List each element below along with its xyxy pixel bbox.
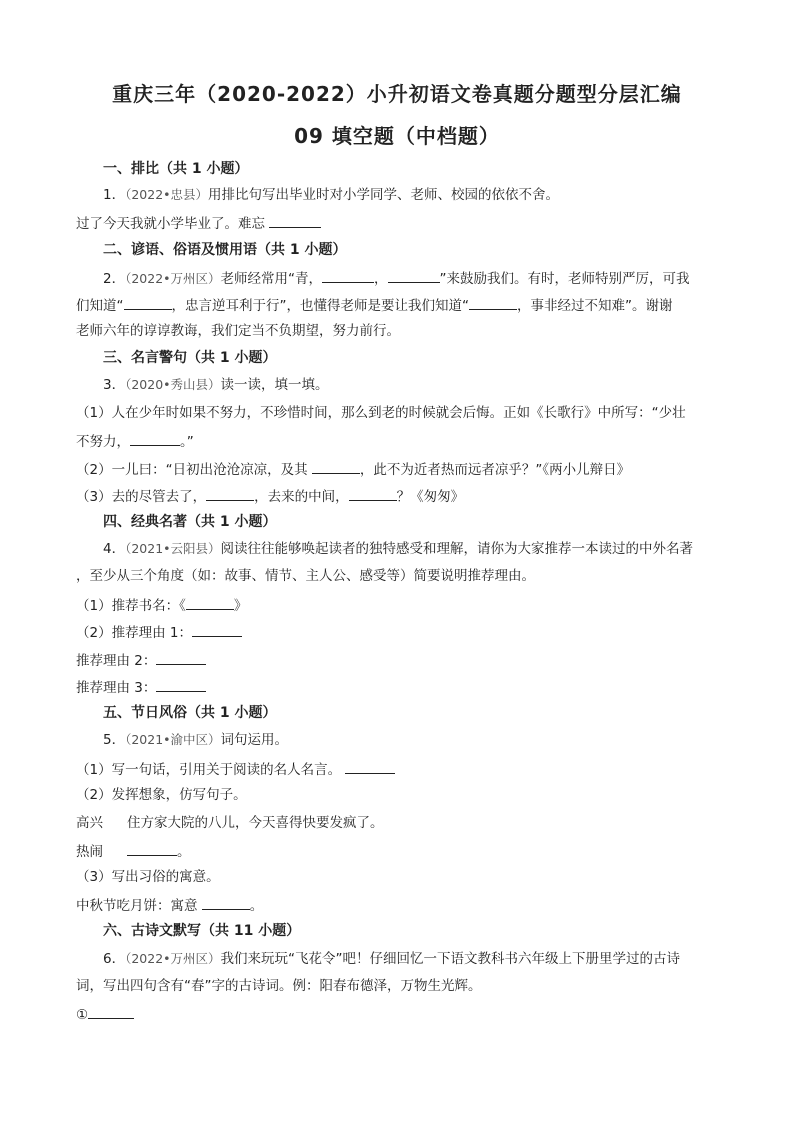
- answer-blank[interactable]: [156, 650, 206, 665]
- question-text: 》: [233, 598, 248, 614]
- question-1-line-2: [76, 213, 321, 233]
- section-heading-2: 二、谚语、俗语及惯用语（共 1 小题）: [103, 242, 347, 258]
- example-sentence: 住方家大院的八儿，今天喜得快要发疯了。: [127, 815, 384, 831]
- question-text: （2）推荐理由 1：: [76, 625, 192, 641]
- question-5: [103, 731, 288, 749]
- question-text: （3）去的尽管去了，: [76, 489, 207, 505]
- question-source: （2021•渝中区）: [125, 732, 221, 747]
- question-number: 6．: [103, 951, 126, 967]
- question-4-line-2: ，至少从三个角度（如：故事、情节、主人公、感受等）简要说明推荐理由。: [76, 568, 535, 584]
- section-heading-4: 四、经典名著（共 1 小题）: [103, 514, 277, 530]
- answer-blank[interactable]: [88, 1004, 134, 1019]
- question-text: 推荐理由 2：: [76, 653, 157, 669]
- answer-blank[interactable]: [124, 295, 172, 310]
- question-text: 推荐理由 3：: [76, 680, 157, 696]
- question-3-part-1-cont: [76, 431, 194, 451]
- answer-blank[interactable]: [345, 759, 395, 774]
- answer-blank[interactable]: [206, 486, 254, 501]
- question-1: [103, 186, 559, 204]
- answer-blank[interactable]: [202, 895, 250, 910]
- section-heading-6: 六、古诗文默写（共 11 小题）: [103, 923, 301, 939]
- question-text: 老师经常用“青，: [220, 271, 323, 287]
- question-text: ？《匆匆》: [396, 489, 465, 505]
- section-heading-1: 一、排比（共 1 小题）: [103, 161, 249, 177]
- question-text: ”来鼓励我们。有时，老师特别严厉，可我: [439, 271, 690, 287]
- question-6-line-2: 词，写出四句含有“春”字的古诗词。例：阳春布德泽，万物生光辉。: [76, 978, 482, 994]
- fill-word: 热闹: [76, 844, 103, 860]
- question-text: ，忠言逆耳利于行”，也懂得老师是要让我们知道“: [171, 298, 469, 314]
- answer-blank[interactable]: [322, 268, 374, 283]
- question-text: （1）推荐书名：《: [76, 598, 186, 614]
- answer-blank[interactable]: [312, 459, 360, 474]
- question-4-reason-2: [76, 650, 206, 670]
- answer-blank[interactable]: [388, 268, 440, 283]
- question-2-line-3: 老师六年的谆谆教诲，我们定当不负期望，努力前行。: [76, 323, 400, 339]
- question-5-fill: [76, 841, 191, 861]
- question-text: （2）一儿曰：“日初出沧沧凉凉，及其: [76, 462, 312, 478]
- answer-blank[interactable]: [192, 622, 242, 637]
- question-source: （2022•万州区）: [125, 271, 221, 286]
- question-source: （2021•云阳县）: [125, 541, 221, 556]
- question-text: 。: [249, 898, 264, 914]
- question-2: [103, 268, 690, 288]
- question-4: [103, 540, 693, 558]
- question-2-line-2: [76, 295, 673, 315]
- answer-blank[interactable]: [349, 486, 397, 501]
- question-text: 我们来玩玩“飞花令”吧！仔细回忆一下语文教科书六年级上下册里学过的古诗: [220, 951, 681, 967]
- answer-blank[interactable]: [127, 841, 177, 856]
- question-number: 1．: [103, 187, 126, 203]
- question-text: 过了今天我就小学毕业了。难忘: [76, 216, 265, 232]
- question-number: 3．: [103, 377, 126, 393]
- document-subtitle: 09 填空题（中档题）: [294, 124, 500, 148]
- question-text: 用排比句写出毕业时对小学同学、老师、校园的依依不舍。: [208, 187, 560, 203]
- question-text: 中秋节吃月饼：寓意: [76, 898, 202, 914]
- question-5-part-2: （2）发挥想象，仿写句子。: [76, 787, 247, 803]
- question-text: 们知道“: [76, 298, 124, 314]
- question-text: 阅读往往能够唤起读者的独特感受和理解，请你为大家推荐一本读过的中外名著: [220, 541, 694, 557]
- question-3: [103, 376, 329, 394]
- question-5-part-3: （3）写出习俗的寓意。: [76, 869, 220, 885]
- question-number: 4．: [103, 541, 126, 557]
- question-3-part-2: [76, 459, 630, 479]
- question-4-part-1: [76, 595, 247, 615]
- question-source: （2020•秀山县）: [125, 377, 221, 392]
- question-text: 。”: [180, 434, 194, 450]
- question-text: 不努力，: [76, 434, 130, 450]
- question-text: 词句运用。: [220, 732, 289, 748]
- question-3-part-3: [76, 486, 464, 506]
- question-5-part-1: [76, 759, 395, 779]
- answer-blank[interactable]: [469, 295, 517, 310]
- answer-blank[interactable]: [269, 213, 321, 228]
- question-source: （2022•忠县）: [125, 187, 209, 202]
- question-text: 。: [177, 844, 191, 860]
- answer-blank[interactable]: [186, 595, 234, 610]
- question-5-example: [76, 814, 384, 832]
- answer-blank[interactable]: [130, 431, 180, 446]
- question-text: ，事非经过不知难”。谢谢: [517, 298, 673, 314]
- example-word: 高兴: [76, 815, 103, 831]
- question-text: ，: [374, 271, 388, 287]
- answer-blank[interactable]: [156, 677, 206, 692]
- question-4-part-2: [76, 622, 242, 642]
- question-3-part-1: （1）人在少年时如果不努力，不珍惜时间，那么到老的时候就会后悔。正如《长歌行》中所写：“少壮: [76, 405, 686, 421]
- question-6-item-1: [76, 1004, 134, 1024]
- question-text: 读一读，填一填。: [220, 377, 329, 393]
- question-text: ，去来的中间，: [254, 489, 349, 505]
- question-text: （1）写一句话，引用关于阅读的名人名言。: [76, 762, 346, 778]
- question-4-reason-3: [76, 677, 206, 697]
- question-number: 5．: [103, 732, 126, 748]
- question-source: （2022•万州区）: [125, 951, 221, 966]
- document-title: 重庆三年（2020-2022）小升初语文卷真题分题型分层汇编: [112, 82, 682, 106]
- section-heading-3: 三、名言警句（共 1 小题）: [103, 350, 277, 366]
- section-heading-5: 五、节日风俗（共 1 小题）: [103, 705, 277, 721]
- question-number: 2．: [103, 271, 126, 287]
- question-6: [103, 950, 680, 968]
- item-number: ①: [76, 1007, 89, 1023]
- question-5-part-3-fill: [76, 895, 263, 915]
- question-text: ，此不为近者热而远者凉乎？”《两小儿辩日》: [359, 462, 631, 478]
